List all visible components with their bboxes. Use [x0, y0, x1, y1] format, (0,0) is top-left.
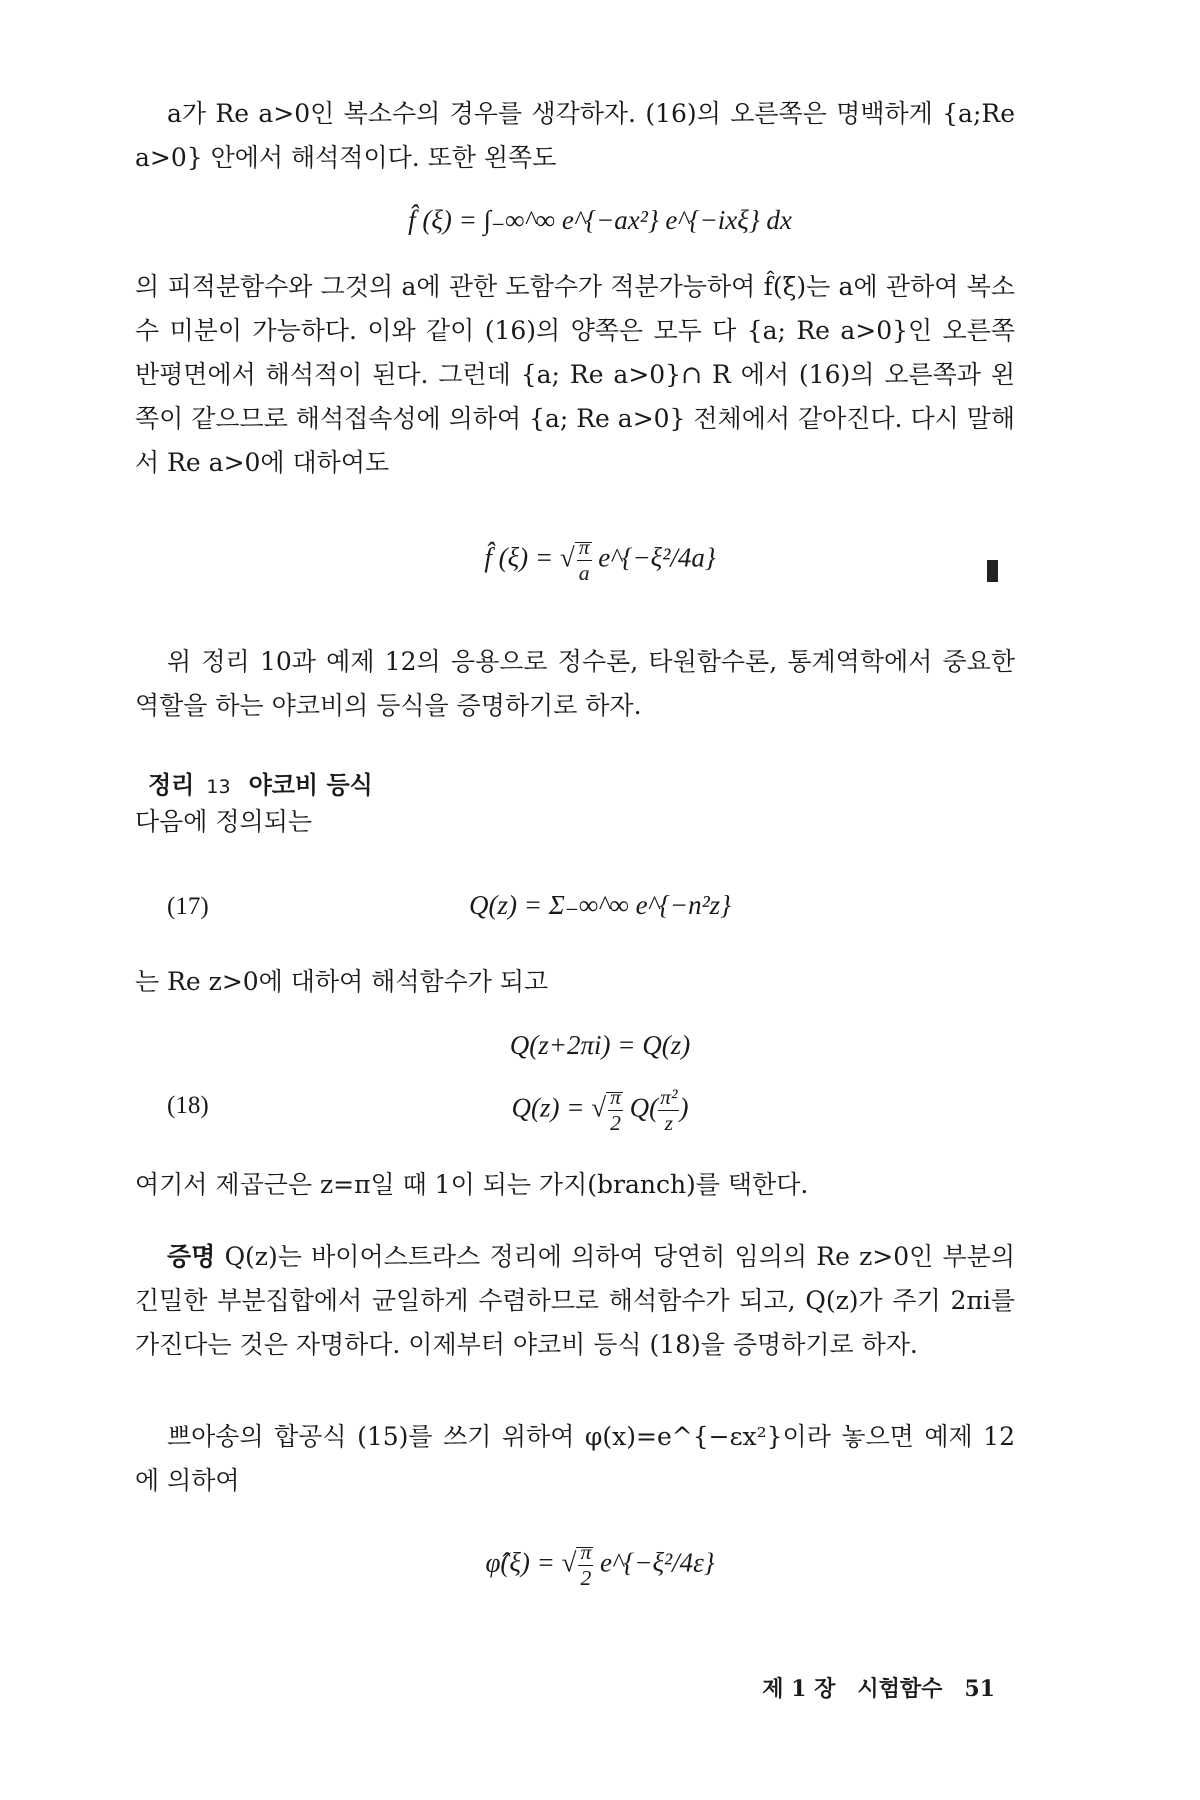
equation-gaussian-transform	[0, 535, 1200, 586]
page-number: 51	[964, 1676, 995, 1702]
radicand-numerator: π	[580, 1540, 592, 1564]
equation-phi-transform	[0, 1540, 1200, 1591]
equation-jacobi-theta-definition: Q(z) = Σ₋∞^∞ e^{−n²z}	[469, 890, 731, 920]
paragraph-branch-choice: 여기서 제곱근은 z=π일 때 1이 되는 가지(branch)를 택한다.	[135, 1170, 809, 1199]
equation-lhs: Q(z) =	[511, 1092, 585, 1123]
paragraph-analytic-continuation: 의 피적분함수와 그것의 a에 관한 도함수가 적분가능하여 f̂(ξ)는 a에 관하여 복소수 미분이 가능하다. 이와 같이 (16)의 양쪽은 모두 다 {a; Re a>0}인 오른쪽 반평면에서 해석적이 된다. 그런데 {a; Re a>0}∩ R 에서 (16)의 오른쪽과 왼쪽이 같으므로 해석접속성에 의하여 {a; Re a>0} 전체에서 같아진다. 다시 말해서 Re a>0에 대하여도	[135, 272, 1015, 477]
exponential-term: e^{−ξ²/4a}	[598, 542, 716, 573]
equation-lhs: φ̂(ξ) =	[485, 1547, 555, 1578]
equation-periodicity: Q(z+2πi) = Q(z)	[509, 1030, 691, 1060]
equation-jacobi-identity: Q(z) = √ $\frac{\pi}{2}$ Q( $\frac{\text{π²}}{z}$ )	[511, 1085, 689, 1135]
equation-fourier-integral: f̂ (ξ) = ∫₋∞^∞ e^{−ax²} e^{−ixξ} dx	[408, 205, 792, 235]
paragraph-definition-lead: 다음에 정의되는	[135, 807, 312, 836]
radicand-denominator: 2	[610, 1111, 621, 1135]
theorem-label: 정리	[148, 771, 195, 799]
theorem-number: 13	[206, 776, 231, 798]
q-function: Q	[629, 1092, 650, 1123]
equation-number-18: (18)	[167, 1092, 209, 1119]
paragraph-analytic-function: 는 Re z>0에 대하여 해석함수가 되고	[135, 967, 549, 996]
equation-number-17: (17)	[167, 893, 209, 920]
paragraph-jacobi-motivation: 위 정리 10과 예제 12의 응용으로 정수론, 타원함수론, 통계역학에서 중요한 역할을 하는 야코비의 등식을 증명하기로 하자.	[135, 647, 1015, 720]
proof-label: 증명	[167, 1242, 216, 1271]
radicand-numerator: π	[610, 1085, 621, 1109]
paragraph-analyticity-intro: a가 Re a>0인 복소수의 경우를 생각하자. (16)의 오른쪽은 명백하게 {a;Re a>0} 안에서 해석적이다. 또한 왼쪽도	[135, 99, 1015, 172]
running-footer	[762, 1672, 995, 1703]
argument-numerator: π²	[660, 1085, 678, 1109]
proof-text: Q(z)는 바이어스트라스 정리에 의하여 당연히 임의의 Re z>0인 부분의 긴밀한 부분집합에서 균일하게 수렴하므로 해석함수가 되고, Q(z)가 주기 2πi를 가진다는 것은 자명하다. 이제부터 야코비 등식 (18)을 증명하기로 하자.	[135, 1242, 1015, 1359]
footer-chapter: 제 1 장	[762, 1676, 836, 1702]
equation-lhs: f̂ (ξ) =	[484, 542, 554, 573]
sqrt-sign: √	[559, 542, 575, 573]
sqrt-sign: √	[561, 1547, 577, 1578]
paragraph-poisson-summation: 쁘아송의 합공식 (15)를 쓰기 위하여 φ(x)=e^{−εx²}이라 놓으면 예제 12에 의하여	[135, 1422, 1015, 1495]
theorem-heading	[148, 765, 373, 800]
paragraph-proof	[135, 1235, 1015, 1367]
end-of-proof-mark	[987, 560, 998, 582]
radicand-numerator: π	[578, 535, 590, 559]
exponential-term: e^{−ξ²/4ε}	[600, 1547, 715, 1578]
sqrt-sign: √	[591, 1092, 607, 1123]
radicand-denominator: a	[578, 561, 590, 585]
theorem-title: 야코비 등식	[248, 771, 373, 799]
footer-title: 시험함수	[857, 1676, 943, 1702]
argument-denominator: z	[664, 1111, 673, 1135]
radicand-denominator: 2	[580, 1566, 592, 1590]
